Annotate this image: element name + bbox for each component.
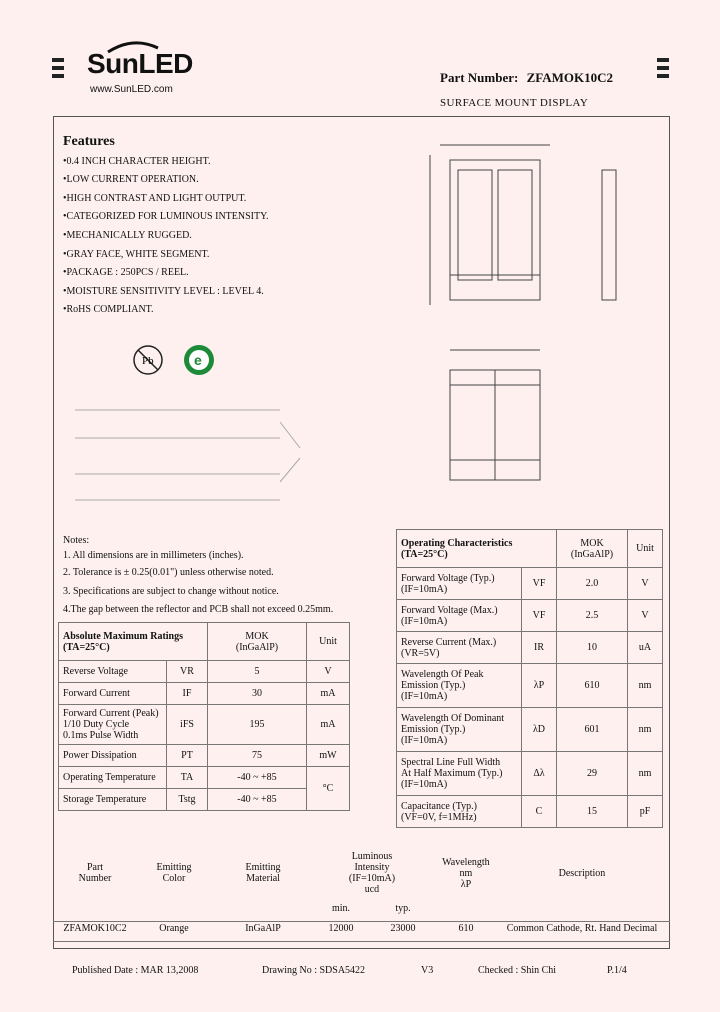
- feature-item: •PACKAGE : 250PCS / REEL.: [63, 267, 189, 278]
- op-param: Wavelength Of Dominant Emission (Typ.) (IF=10mA): [397, 708, 522, 752]
- note-item: 4.The gap between the reflector and PCB shall not exceed 0.25mm.: [63, 604, 334, 615]
- abs-unit: mA: [307, 683, 350, 705]
- footer-drawing: Drawing No : SDSA5422: [262, 965, 366, 976]
- sub-min: min.: [331, 902, 351, 914]
- part-number: [440, 70, 613, 86]
- op-param: Capacitance (Typ.) (VF=0V, f=1MHz): [397, 796, 522, 828]
- op-val: 29: [557, 752, 628, 796]
- notes-title: Notes:: [63, 535, 90, 546]
- op-unit: V: [628, 600, 663, 632]
- op-unit: nm: [628, 708, 663, 752]
- divider: [53, 941, 670, 942]
- brand-url: www.SunLED.com: [90, 84, 173, 95]
- part-number-label: Part Number:: [440, 70, 519, 85]
- op-val: 2.0: [557, 568, 628, 600]
- feature-item: •MECHANICALLY RUGGED.: [63, 230, 192, 241]
- abs-sym: TA: [167, 767, 208, 789]
- abs-val: -40 ~ +85: [208, 767, 307, 789]
- abs-param: Forward Current (Peak) 1/10 Duty Cycle 0.1ms Pulse Width: [59, 705, 167, 745]
- rohs-e-icon: [182, 343, 216, 377]
- part-cell: Common Cathode, Rt. Hand Decimal: [506, 922, 658, 934]
- part-cell: 23000: [390, 922, 416, 934]
- divider: [53, 921, 670, 922]
- abs-val: 75: [208, 745, 307, 767]
- op-val: 2.5: [557, 600, 628, 632]
- pb-free-icon: [132, 344, 164, 376]
- op-sym: λD: [522, 708, 557, 752]
- part-number-value: ZFAMOK10C2: [526, 70, 614, 85]
- abs-sym: VR: [167, 661, 208, 683]
- part-cell: InGaAlP: [245, 922, 281, 934]
- part-col-header: Emitting Material: [245, 862, 281, 884]
- sub-typ: typ.: [395, 902, 411, 914]
- op-val: 10: [557, 632, 628, 664]
- feature-item: •LOW CURRENT OPERATION.: [63, 174, 199, 185]
- abs-val: -40 ~ +85: [208, 789, 307, 811]
- part-col-header: Wavelength nm λP: [442, 856, 490, 890]
- footer-version: V3: [421, 965, 434, 976]
- abs-header-unit: Unit: [307, 623, 350, 661]
- schematic-diagram: [70, 382, 330, 512]
- part-info-table: [58, 847, 666, 939]
- side-view-drawing: [420, 330, 560, 490]
- abs-param: Forward Current: [59, 683, 167, 705]
- part-cell: Orange: [159, 922, 189, 934]
- op-sym: C: [522, 796, 557, 828]
- abs-param: Storage Temperature: [59, 789, 167, 811]
- part-col-header: Description: [558, 867, 606, 879]
- abs-header-mok: MOK (InGaAlP): [208, 623, 307, 661]
- absolute-max-table: [58, 622, 350, 811]
- feature-item: •RoHS COMPLIANT.: [63, 304, 154, 315]
- op-sym: Δλ: [522, 752, 557, 796]
- op-param: Forward Voltage (Typ.) (IF=10mA): [397, 568, 522, 600]
- op-val: 610: [557, 664, 628, 708]
- footer-checked: Checked : Shin Chi: [478, 965, 557, 976]
- menu-icon-left: [52, 58, 64, 82]
- part-col-header: Part Number: [78, 862, 112, 884]
- abs-val: 30: [208, 683, 307, 705]
- abs-param: Power Dissipation: [59, 745, 167, 767]
- op-sym: VF: [522, 568, 557, 600]
- op-unit: nm: [628, 752, 663, 796]
- abs-sym: iFS: [167, 705, 208, 745]
- op-sym: VF: [522, 600, 557, 632]
- op-unit: pF: [628, 796, 663, 828]
- operating-characteristics-table: [396, 529, 663, 828]
- e-label: e: [194, 352, 202, 368]
- op-sym: λP: [522, 664, 557, 708]
- abs-val: 195: [208, 705, 307, 745]
- feature-item: •GRAY FACE, WHITE SEGMENT.: [63, 249, 210, 260]
- footer-published: Published Date : MAR 13,2008: [72, 965, 199, 976]
- abs-unit: mW: [307, 745, 350, 767]
- abs-unit: mA: [307, 705, 350, 745]
- page-subtitle: SURFACE MOUNT DISPLAY: [440, 97, 589, 109]
- op-unit: V: [628, 568, 663, 600]
- part-cell: 12000: [328, 922, 354, 934]
- feature-item: •0.4 INCH CHARACTER HEIGHT.: [63, 156, 211, 167]
- abs-header-param: Absolute Maximum Ratings (TA=25°C): [59, 623, 208, 661]
- note-item: 3. Specifications are subject to change without notice.: [63, 586, 279, 597]
- note-item: 1. All dimensions are in millimeters (inches).: [63, 550, 244, 561]
- op-header-param: Operating Characteristics (TA=25°C): [397, 530, 557, 568]
- feature-item: •MOISTURE SENSITIVITY LEVEL : LEVEL 4.: [63, 286, 264, 297]
- op-header-unit: Unit: [628, 530, 663, 568]
- op-val: 15: [557, 796, 628, 828]
- abs-param: Reverse Voltage: [59, 661, 167, 683]
- op-param: Spectral Line Full Width At Half Maximum (Typ.) (IF=10mA): [397, 752, 522, 796]
- brand-logo: SunLED: [87, 48, 193, 79]
- footer-page: P.1/4: [607, 965, 627, 976]
- abs-param: Operating Temperature: [59, 767, 167, 789]
- op-unit: uA: [628, 632, 663, 664]
- feature-item: •HIGH CONTRAST AND LIGHT OUTPUT.: [63, 193, 247, 204]
- op-header-mok: MOK (InGaAlP): [557, 530, 628, 568]
- menu-icon-right: [657, 58, 669, 82]
- note-item: 2. Tolerance is ± 0.25(0.01") unless otherwise noted.: [63, 567, 274, 578]
- part-col-header: Emitting Color: [156, 862, 192, 884]
- feature-item: •CATEGORIZED FOR LUMINOUS INTENSITY.: [63, 211, 269, 222]
- abs-val: 5: [208, 661, 307, 683]
- part-cell: 610: [458, 922, 474, 934]
- op-param: Reverse Current (Max.) (VR=5V): [397, 632, 522, 664]
- abs-sym: PT: [167, 745, 208, 767]
- features-title: Features: [63, 134, 115, 149]
- abs-sym: Tstg: [167, 789, 208, 811]
- abs-sym: IF: [167, 683, 208, 705]
- abs-unit: V: [307, 661, 350, 683]
- part-col-header: Luminous Intensity (IF=10mA) ucd: [348, 851, 396, 895]
- pb-label: Pb: [142, 355, 154, 367]
- part-cell: ZFAMOK10C2: [63, 922, 127, 934]
- op-val: 601: [557, 708, 628, 752]
- top-view-drawing: [380, 125, 670, 325]
- op-param: Forward Voltage (Max.) (IF=10mA): [397, 600, 522, 632]
- op-sym: IR: [522, 632, 557, 664]
- abs-unit: °C: [307, 767, 350, 811]
- op-param: Wavelength Of Peak Emission (Typ.) (IF=10mA): [397, 664, 522, 708]
- op-unit: nm: [628, 664, 663, 708]
